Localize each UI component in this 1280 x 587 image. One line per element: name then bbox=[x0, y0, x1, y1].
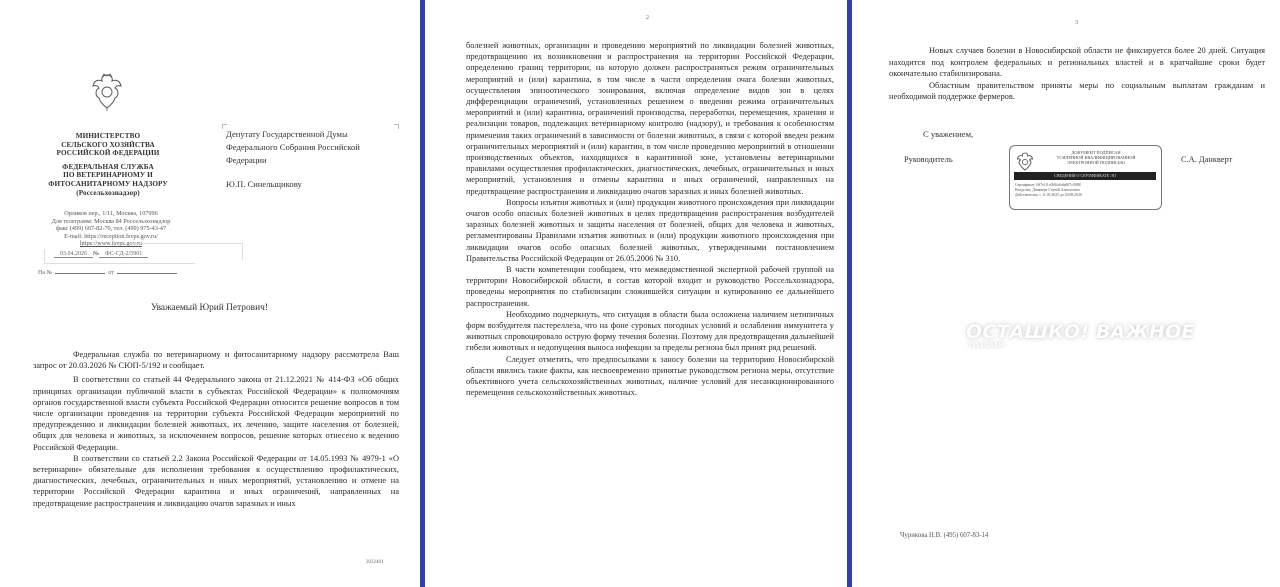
recipient-block bbox=[226, 128, 396, 191]
reg-date: 03.04.2026 bbox=[54, 251, 93, 258]
paragraph: В соответствии со статьей 2.2 Закона Российской Федерации от 14.05.1993 № 4979-1 «О ветеринарии» обязательные для исполнения требования к осуществлению профилактических, диагностических, лечебных, ограничительных и иных мероприятий, установлению и отмене на территории Российской Федерации карантина и иных ограничений, направленных на предотвращение распространения и ликвидацию очагов заразных и иных bbox=[33, 453, 399, 508]
document-page-1 bbox=[0, 0, 419, 587]
watermark bbox=[966, 321, 1195, 359]
paragraph: Федеральная служба по ветеринарному и фитосанитарному надзору рассмотрела Ваш запрос от 20.03.2026 № СЮП-5/192 и сообщает. bbox=[33, 350, 399, 371]
org-line: ФЕДЕРАЛЬНАЯ СЛУЖБА bbox=[62, 162, 154, 171]
letter-body bbox=[889, 45, 1265, 103]
paragraph: Новых случаев болезни в Новосибирской области не фиксируется более 20 дней. Ситуация находится под контролем федеральных и региональных властей и в кратчайшие сроки будет окончательно стабилизирована. bbox=[889, 46, 1265, 79]
paragraph: В части компетенции сообщаем, что межведомственной экспертной рабочей группой на территории Новосибирской области, в состав которой входит и руководство Россельхознадзора, проведены мероприятия по стабилизации сложившейся ситуации и купированию ее дальнейшего распространения. bbox=[466, 265, 834, 308]
reg-number: ФС-СД-2/5901 bbox=[99, 251, 148, 258]
electronic-signature-stamp bbox=[1009, 145, 1162, 210]
recipient-line: Федерации bbox=[226, 155, 267, 165]
esig-owner: Владелец: Данкверт Сергей Алексеевич bbox=[1015, 188, 1080, 193]
letter-body bbox=[33, 349, 399, 509]
email-link[interactable]: E-mail: https://reception.fsvps.gov.ru/ bbox=[64, 232, 158, 240]
paragraph: Областным правительством приняты меры по социальным выплатам гражданам и необходимой поддержке фермеров. bbox=[889, 80, 1265, 102]
paragraph: Необходимо подчеркнуть, что ситуация в области была осложнена наличием нетипичных форм возбудителя пастереллеза, что на фоне суровых погодных условий и ослабления иммунитета у животных спровоцировало острую форму течения болезни. Поэтому для предотвращения дальнейшей гибели животных и недопущения выноса инфекции за пределы региона был принят ряд решений. bbox=[466, 309, 834, 353]
organization-header bbox=[38, 132, 178, 197]
org-line: (Россельхознадзор) bbox=[76, 188, 140, 197]
esig-title-line: ДОКУМЕНТ ПОДПИСАН bbox=[1071, 150, 1121, 155]
address-line: Для телеграмм: Москва 84 Россельхознадзор bbox=[51, 217, 171, 225]
page-number: 2 bbox=[646, 15, 649, 21]
recipient-line: Депутату Государственной Думы bbox=[226, 129, 348, 139]
recipient-name: Ю.П. Синельщикову bbox=[226, 179, 302, 189]
document-page-3 bbox=[853, 0, 1280, 587]
reg-no-label: № bbox=[93, 251, 100, 257]
org-line: ФИТОСАНИТАРНОМУ НАДЗОРУ bbox=[48, 179, 168, 188]
esig-title bbox=[1036, 150, 1156, 166]
org-line: МИНИСТЕРСТВО bbox=[75, 132, 141, 140]
coat-of-arms-icon bbox=[90, 72, 124, 112]
coat-of-arms-icon bbox=[1016, 151, 1034, 171]
paragraph: Вопросы изъятия животных и (или) продукции животного происхождения при ликвидации очагов особо опасных болезней животных в целях предотвращения распространения возбудителей заразных болезней животных и защиты населения от болезней, общих для человека и животных, регламентированы Правилами изъятия животных и (или) продукции животного происхождения при ликвидации очагов особо опасных болезней животных, утвержденными постановлением Правительства Российской Федерации от 26.05.2006 № 310. bbox=[466, 197, 834, 263]
esig-cert: Сертификат: 0d7e1f1c0b9fa6a6a8f7c0088 bbox=[1015, 183, 1081, 187]
closing-regards: С уважением, bbox=[923, 129, 974, 139]
paragraph: болезней животных, организации и проведению мероприятий по ликвидации болезней животных, предотвращению их возникновения и распространения на территории Российской Федерации, определению границ территории, на которую должен распространяться режим ограничительных мероприятий и (или) карантина, в том числе в части определения очага болезни животных, осуществления эпизоотического зонирования, включая определение видов зон в целях дифференциации ограничений, установленных решением о введении режима ограничительных мероприятий и (или) карантина, ограничений производства, переработки, перемещения, хранения и реализации товаров, подлежащих ветеринарному контролю (надзору), и требования к особенностям применения таких ограничений в зависимости от болезни животных, в связи с которой введен режим ограничительных мероприятий и (или) карантин, в том числе проведению мероприятий в отношении производственных объектов, находящихся в карантинной зоне, установлены ветеринарными правилами осуществления профилактических, диагностических, лечебных, ограничительных и иных мероприятий, установления и отмены карантина и иных ограничений, направленных на предотвращение распространения и ликвидацию очагов заразных и иных болезней животных. bbox=[466, 41, 834, 196]
watermark-subtitle: TELEGRAM bbox=[968, 342, 1005, 349]
org-line: СЕЛЬСКОГО ХОЗЯЙСТВА bbox=[61, 140, 155, 149]
esig-info bbox=[1015, 183, 1082, 199]
org-line: РОССИЙСКОЙ ФЕДЕРАЦИИ bbox=[56, 149, 160, 158]
esig-title-line: УСИЛЕННОЙ КВАЛИФИЦИРОВАННОЙ bbox=[1056, 155, 1136, 161]
paragraph: В соответствии со статьей 44 Федерального закона от 21.12.2021 № 414-ФЗ «Об общих принципах организации публичной власти в субъектах Российской Федерации» к полномочиям органов государственной власти субъекта Российской Федерации относится решение вопросов в том числе организации проведения на территории субъекта Российской Федерации мероприятий по предупреждению и ликвидации болезней животных, их лечению, защите населения от болезней, общих для человека и животных, за исключением вопросов, решение которых отнесено к ведению Российской Федерации. bbox=[33, 375, 399, 452]
paragraph: Следует отметить, что предпосылками к заносу болезни на территорию Новосибирской области явились такие факты, как несвоевременно принятые руководством региона меры, отсутствие объективного учета сельскохозяйственных животных, наличие условий для несанкционированного перемещения сельскохозяйственных животных. bbox=[466, 354, 834, 398]
watermark-title: ОСТАШКО! ВАЖНОЕ bbox=[966, 321, 1195, 343]
ref-from-label: от bbox=[108, 270, 114, 276]
signer-name: С.А. Данкверт bbox=[1181, 155, 1233, 164]
address-line: Орликов пер., 1/11, Москва, 107996 bbox=[64, 210, 158, 217]
salutation: Уважаемый Юрий Петрович! bbox=[151, 303, 268, 313]
registration-number bbox=[54, 251, 148, 257]
ref-no-label: На № bbox=[38, 270, 53, 276]
letter-body bbox=[466, 40, 834, 399]
signer-role: Руководитель bbox=[904, 155, 953, 164]
address-line: факс (499) 607-82-70, тел. (499) 975-43-47 bbox=[55, 225, 167, 233]
reference-line bbox=[38, 270, 180, 276]
esig-validity: Действителен: с 11.05.2025 до 04.08.2026 bbox=[1015, 193, 1082, 198]
recipient-line: Федерального Собрания Российской bbox=[226, 142, 360, 152]
page-number: 3 bbox=[1075, 20, 1078, 26]
page-divider bbox=[420, 0, 425, 587]
document-page-2 bbox=[426, 0, 846, 587]
org-line: ПО ВЕТЕРИНАРНОМУ И bbox=[63, 171, 153, 180]
esig-title-line: ЭЛЕКТРОННОЙ ПОДПИСЬЮ bbox=[1067, 160, 1125, 166]
website-link[interactable]: https://www.fsvps.gov.ru bbox=[80, 240, 142, 248]
page-divider bbox=[847, 0, 852, 587]
executor-contact: Чурикова Н.В. (495) 607-83-14 bbox=[900, 532, 989, 539]
document-code: 2032401 bbox=[366, 560, 384, 565]
esig-certificate-bar: СВЕДЕНИЯ О СЕРТИФИКАТЕ ЭП bbox=[1014, 172, 1156, 180]
